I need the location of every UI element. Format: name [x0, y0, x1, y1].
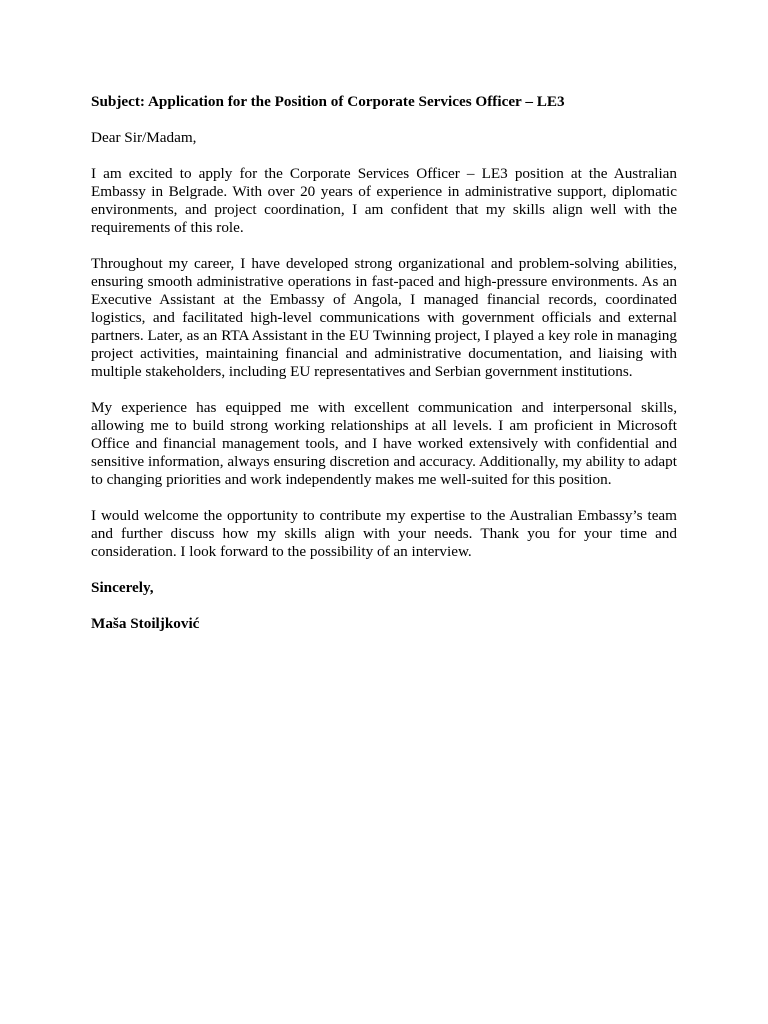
cover-letter	[91, 93, 677, 651]
letter-signature: Maša Stoiljković	[91, 615, 200, 632]
letter-closing: Sincerely,	[91, 579, 154, 596]
letter-subject: Subject: Application for the Position of Corporate Services Officer – LE3	[91, 93, 565, 110]
letter-paragraph-career: Throughout my career, I have developed strong organizational and problem-solving abilities, ensuring smooth administrative operations in fast-paced and high-pressure environments. As an Executive Assistant at the Embassy of Angola, I managed financial records, coordinated logistics, and facilitated high-level communications with government officials and external partners. Later, as an RTA Assistant in the EU Twinning project, I played a key role in managing project activities, maintaining financial and administrative documentation, and liaising with multiple stakeholders, including EU representatives and Serbian government institutions.	[91, 255, 677, 380]
letter-salutation: Dear Sir/Madam,	[91, 129, 197, 146]
letter-paragraph-closing: I would welcome the opportunity to contribute my expertise to the Australian Embassy’s team and further discuss how my skills align with your needs. Thank you for your time and consideration. I look forward to the possibility of an interview.	[91, 507, 677, 560]
letter-paragraph-intro: I am excited to apply for the Corporate Services Officer – LE3 position at the Australian Embassy in Belgrade. With over 20 years of experience in administrative support, diplomatic environments, and project coordination, I am confident that my skills align well with the requirements of this role.	[91, 165, 677, 236]
letter-paragraph-skills: My experience has equipped me with excellent communication and interpersonal skills, allowing me to build strong working relationships at all levels. I am proficient in Microsoft Office and financial management tools, and I have worked extensively with confidential and sensitive information, always ensuring discretion and accuracy. Additionally, my ability to adapt to changing priorities and work independently makes me well-suited for this position.	[91, 399, 677, 488]
